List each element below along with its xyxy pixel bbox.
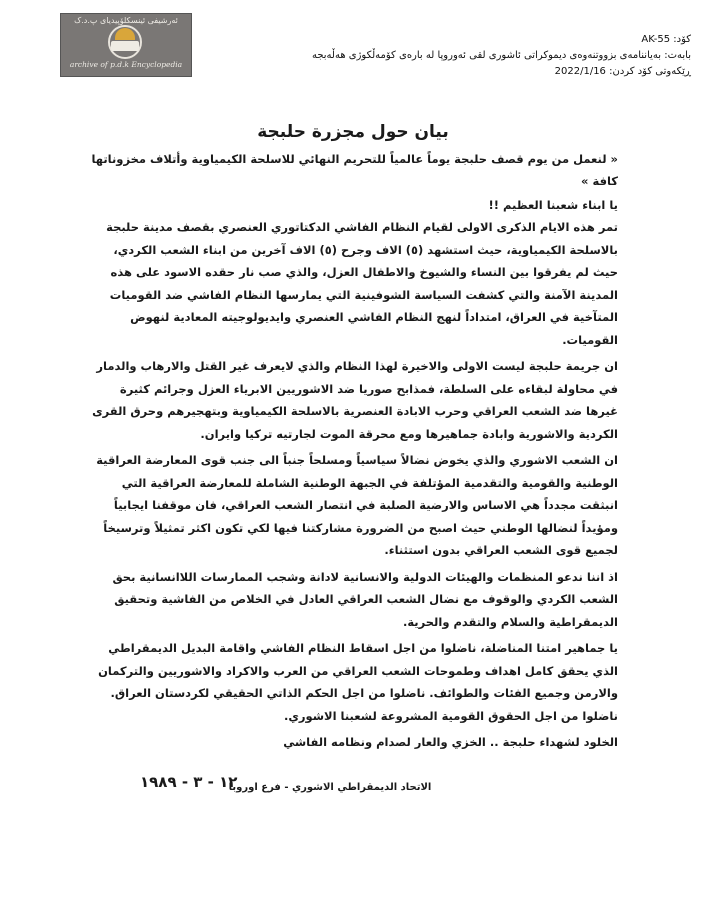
letter-paragraph-1: تمر هذه الايام الذكرى الاولى لقيام النظام الفاشي الدكتاتوري العنصري بقصف مدينة حلبجة بالاسلحة الكيمياوية، حيث استشهد (٥) الاف وجرح (٥) الاف آخرين من ابناء الشعب الكردي، حيث لم يفرقوا بين النساء والشيوخ والاطفال العزل، والذي صب نار حقده الاسود على هذه المدينة الآمنة والتي كشفت السياسة الشوفينية التي يمارسها النظام الفاشي ضد القوميات المتآخية في العراق، امتداداً لنهج النظام الفاشي العنصري وايديولوجيته المعادية لنهوض القوميات. [106, 220, 618, 347]
letter-signature: الاتحاد الديمقراطي الاشوري - فرع اوروبا [228, 782, 432, 793]
letter-date: ١٢ - ٣ - ١٩٨٩ [140, 773, 238, 791]
letter-title: بيان حول مجزرة حلبجة [257, 122, 449, 142]
letter-paragraph-2: ان جريمة حلبجة ليست الاولى والاخيرة لهذا النظام والذي لايعرف غير القتل والارهاب والدمار في محاولة لبقاءه على السلطة، فمذابح صوريا ضد الاشوريين الابرياء العزل وجرائم كثيرة غيرها ضد الشعب العراقي وحرب الابادة العنصرية بالاسلحة الكيمياوية وبتهجيرهم وحرق القرى الكردية والاشورية وابادة جماهيرها ومع محرقة الموت لجارتيه تركيا وايران. [92, 359, 618, 441]
letter-greeting: يا ابناء شعبنا العظيم !! [488, 198, 618, 212]
meta-code: کۆد: AK-55 [641, 34, 691, 45]
logo-top-text: ئەرشیفی ئینسکلۆپیدیای پ.د.ک [74, 16, 178, 25]
archive-metadata [251, 32, 691, 80]
letter-paragraph-5: يا جماهير امتنا المناضلة، ناضلوا من اجل اسقاط النظام الفاشي واقامة البديل الديمقراطي الذي يحقق كامل اهداف وطموحات الشعب العراقي من العرب والاكراد والاشوريين والتركمان والارمن وجميع الفئات والطوائف. ناضلوا من اجل الحكم الذاتي الحقيقي لكردستان العراق. ناضلوا من اجل الحقوق القومية المشروعة لشعبنا الاشوري. [98, 641, 618, 723]
letter-paragraph-3: ان الشعب الاشوري والذي يخوض نضالاً سياسياً ومسلحاً جنباً الى جنب قوى المعارضة العراقية الوطنية والقومية والتقدمية المؤتلفة في الجبهة الوطنية الشاملة للمعارضة العراقية التي انبثقت مجدداً هي الاساس والارضية الصلبة في انتصار الشعب العراقي، فان موقفنا ايجابياً ومؤيداً لنضالها الوطني حيث اصبح من الضرورة مشاركتنا فيها لكي تكون اكثر تمثيلاً وترسيخاً لجميع قوى الشعب العراقي بدون استثناء. [96, 453, 618, 557]
scanned-letter [88, 108, 618, 828]
letter-slogan: « لنعمل من يوم قصف حلبجة يوماً عالمياً للتحريم النهائي للاسلحة الكيمياوية وأتلاف مخزوناتها كافة » [91, 152, 618, 188]
archive-logo [60, 13, 192, 77]
letter-closing: الخلود لشهداء حلبجة .. الخزي والعار لصدام ونظامه الفاشي [283, 735, 618, 749]
meta-date: ڕێکەوتی کۆد کردن: 2022/1/16 [554, 66, 691, 77]
meta-subject: بابەت: بەیاننامەی بزووتنەوەی دیموکراتی ئاشوری لقی ئەوروپا لە بارەی کۆمەڵکوژی هەڵەبجە [311, 50, 691, 61]
logo-bottom-text: archive of p.d.k Encyclopedia [69, 60, 183, 69]
logo-book-icon [111, 41, 139, 51]
letter-paragraph-4: اذ اننا ندعو المنظمات والهيئات الدولية والانسانية لادانة وشجب الممارسات اللاانسانية بحق الشعب الكردي والوقوف مع نضال الشعب العراقي العادل في الخلاص من الفاشية وتحقيق الديمقراطية والسلام والتقدم والحرية. [112, 569, 618, 629]
